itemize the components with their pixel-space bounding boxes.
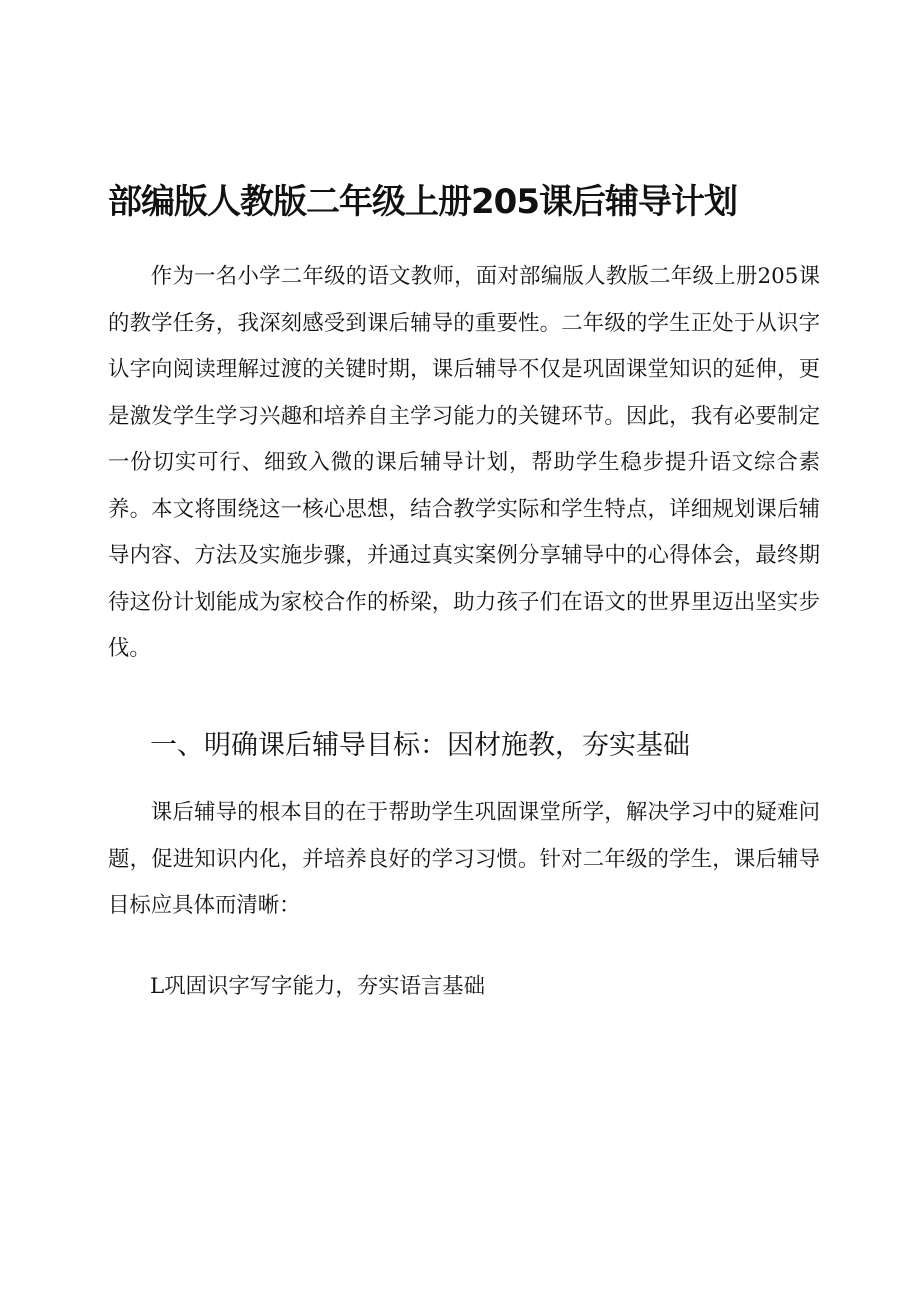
document-title: 部编版人教版二年级上册205课后辅导计划 xyxy=(108,182,737,222)
section-heading-1: 一、明确课后辅导目标：因材施教，夯实基础 xyxy=(150,730,690,761)
section-sub-item-1: L巩固识字写字能力，夯实语言基础 xyxy=(150,974,486,999)
intro-paragraph: 作为一名小学二年级的语文教师，面对部编版人教版二年级上册205课的教学任务，我深刻感受到课后辅导的重要性。二年级的学生正处于从识字认字向阅读理解过渡的关键时期，课后辅导不仅是巩固课堂知识的延伸，更是激发学生学习兴趣和培养自主学习能力的关键环节。因此，我有必要制定一份切实可行、细致入微的课后辅导计划，帮助学生稳步提升语文综合素养。本文将围绕这一核心思想，结合教学实际和学生特点，详细规划课后辅导内容、方法及实施步骤，并通过真实案例分享辅导中的心得体会，最终期待这份计划能成为家校合作的桥梁，助力孩子们在语文的世界里迈出坚实步伐。 xyxy=(108,264,820,661)
section-paragraph-1: 课后辅导的根本目的在于帮助学生巩固课堂所学，解决学习中的疑难问题，促进知识内化，并培养良好的学习习惯。针对二年级的学生，课后辅导目标应具体而清晰： xyxy=(108,800,820,918)
